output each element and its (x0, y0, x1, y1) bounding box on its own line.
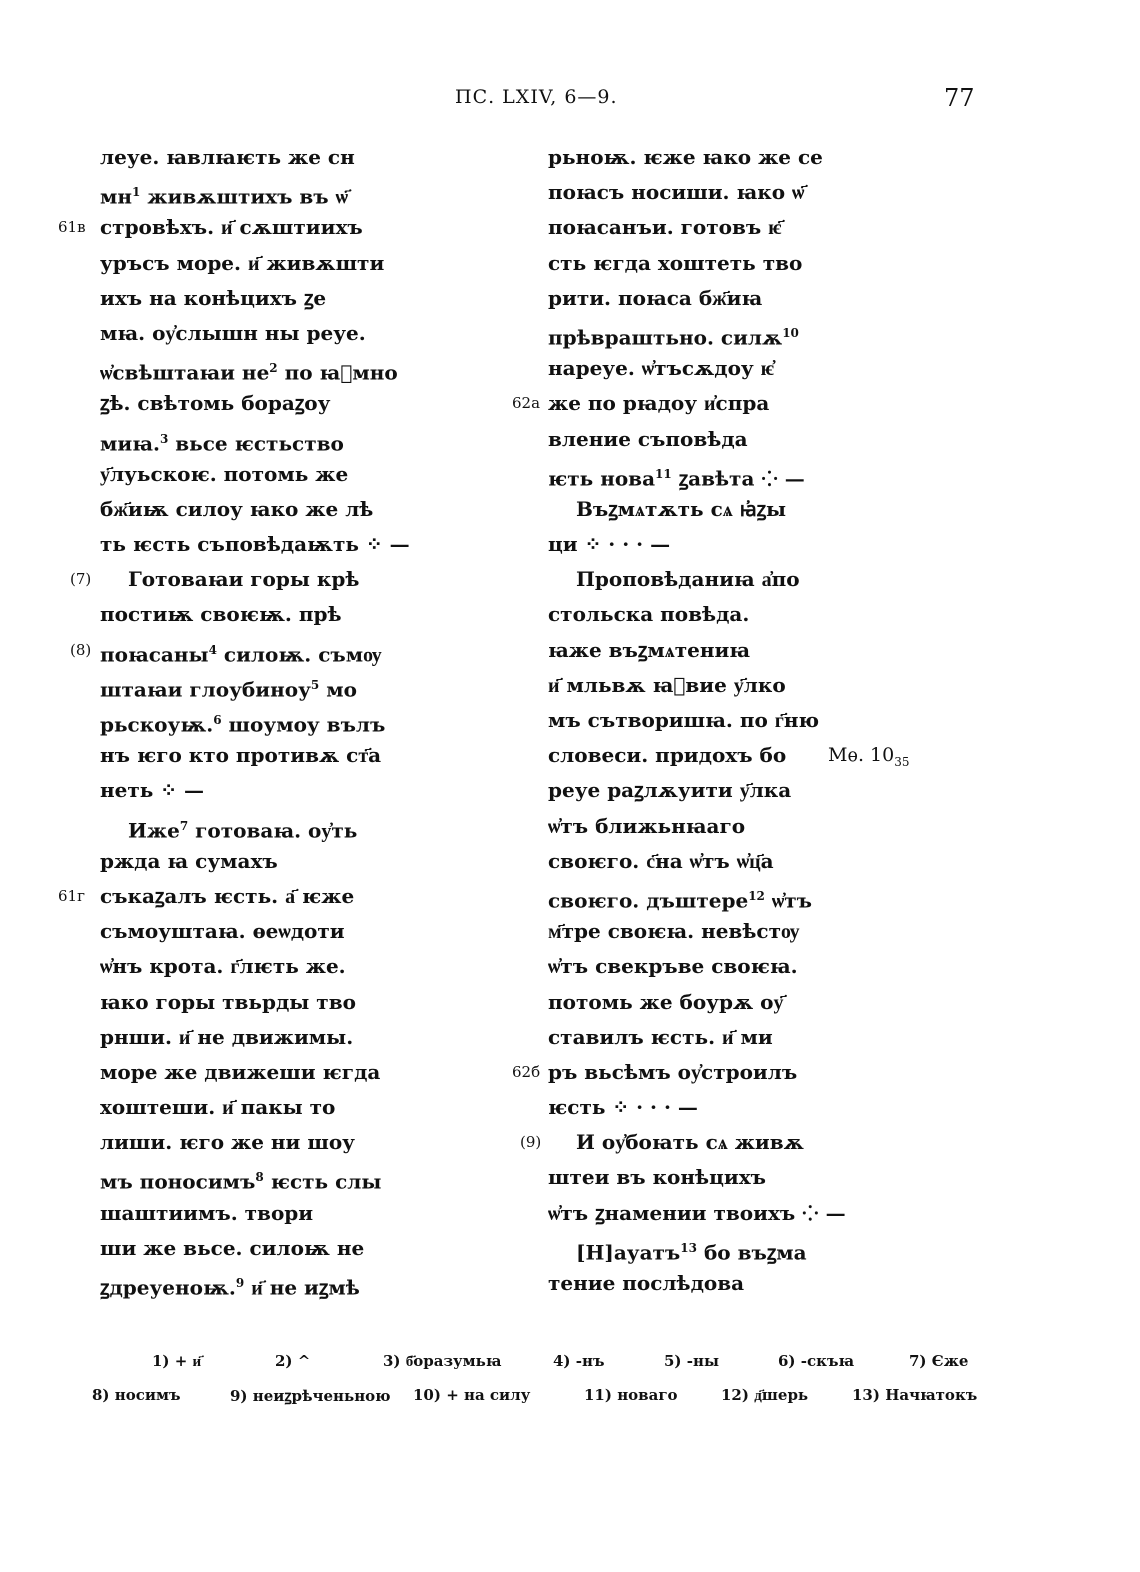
footnote: 3) б҃оразумьꙗ (383, 1352, 502, 1370)
line-text: ши же вьсе. силоѭ не (100, 1235, 365, 1260)
text-line (100, 140, 430, 175)
footnote-row-2 (0, 1386, 1140, 1420)
text-line (100, 457, 430, 492)
line-text: готоваꙗ. оу҆ть (188, 818, 358, 843)
text-line (548, 844, 878, 879)
line-text: мъ сътворишꙗ. по г҃ню (548, 708, 820, 732)
text-line (100, 422, 430, 457)
line-text: м҃тре своѥꙗ. невѣстѹ (548, 919, 800, 944)
line-text: лиши. ѥго же ни шоу (100, 1130, 355, 1155)
line-text: по ꙗ҆мно (277, 360, 398, 385)
text-line (548, 1231, 878, 1266)
text-line (548, 633, 878, 668)
footnote: 2) ^ (275, 1352, 311, 1370)
page-number: 77 (944, 84, 975, 112)
text-line (100, 351, 430, 386)
right-text-column (512, 140, 878, 1301)
cross-reference: Мѳ. $10_{35}$ (828, 744, 910, 769)
line-text: съкаꙁалъ ѥсть. а҃ ѥже (100, 883, 355, 908)
text-line (100, 1020, 430, 1055)
line-text: реуе раꙁлѫуити у҃лка (548, 778, 792, 803)
line-text: бж҃иѭ силоу ꙗко же лѣ (100, 496, 374, 521)
line-text: поꙗсъ носиши. ꙗко ѡ҃ (548, 180, 805, 205)
folio-marker: 62б (512, 1062, 541, 1081)
text-line (548, 1160, 878, 1195)
footnote-ref: 13 (680, 1240, 697, 1255)
text-line (100, 175, 430, 210)
line-text: ѥсть ⁘ · · · — (548, 1095, 698, 1120)
text-line (548, 668, 878, 703)
text-line (70, 562, 430, 597)
text-line (100, 1266, 430, 1301)
text-line (100, 492, 430, 527)
text-line (100, 386, 430, 421)
text-line (58, 879, 430, 914)
footnote-ref: 11 (655, 466, 672, 481)
line-text: ставилъ ѥсть. и҃ ми (548, 1024, 773, 1049)
line-text: ржда ꙗ сумахъ (100, 848, 278, 873)
line-text: ѡ҆свѣштаꙗи не (100, 360, 270, 385)
running-head: ПС. LXIV, 6—9. (455, 86, 618, 108)
text-line (100, 914, 430, 949)
cross-reference-verse: 35 (894, 754, 910, 769)
footnote-ref: 4 (208, 642, 217, 657)
line-text: словеси. придохъ бо (548, 743, 787, 768)
line-text: ѡ҆нъ крота. г҃лѥть же. (100, 954, 346, 979)
text-line (100, 527, 430, 562)
footnote-ref: 5 (310, 677, 320, 692)
line-text: Проповѣданиꙗ а҆по (576, 567, 800, 592)
text-line (548, 1020, 878, 1055)
verse-number: (9) (520, 1133, 542, 1152)
text-line (548, 140, 878, 175)
line-text: ци ⁘ · · · — (548, 532, 671, 557)
footnote: 6) -скъꙗ (778, 1352, 855, 1370)
footnote-ref: 7 (179, 818, 189, 833)
line-text: прѣвраштьно. силѫ (548, 325, 783, 350)
line-text: Готоваꙗи горы крѣ (128, 567, 360, 592)
folio-marker: 61в (58, 218, 86, 237)
line-text: ѡ҆тъ свекръве своѥꙗ. (548, 954, 798, 979)
line-text: мо (319, 677, 357, 702)
footnote-row-1 (0, 1352, 1140, 1386)
line-text: море же движеши ѥгда (100, 1059, 381, 1084)
footnote: 10) + на силу (413, 1386, 531, 1404)
text-line (100, 246, 430, 281)
line-text: своѥго. дъштере (548, 888, 749, 913)
text-line (70, 633, 430, 668)
text-line (548, 422, 878, 457)
line-text: ѥсть слы (263, 1170, 382, 1195)
footnote-ref: 1 (132, 185, 141, 200)
text-line (100, 703, 430, 738)
page-header (0, 84, 1140, 114)
text-line (512, 386, 878, 421)
line-text: съмоуштаꙗ. ѳеѡдоти (100, 919, 345, 944)
line-text: ѡ҆тъ ꙁнамении твоихъ ⁘ — (548, 1200, 846, 1225)
line-text: вьсе ѥстьство (168, 431, 344, 456)
line-text: ꙗже въꙁмѧтениꙗ (548, 637, 751, 662)
text-line (58, 210, 430, 245)
text-line (512, 1055, 878, 1090)
line-text: рьноѭ. ѥже ꙗко же се (548, 145, 823, 169)
line-text: рити. поꙗса бж҃иꙗ (548, 285, 763, 310)
line-text: постиѭ своѥѭ. прѣ (100, 602, 342, 627)
line-text: хоштеши. и҃ пакы то (100, 1095, 336, 1120)
footnote-ref: 9 (235, 1276, 245, 1290)
text-line (548, 527, 878, 562)
line-text: ꙁдреуеноѭ. (100, 1275, 236, 1300)
text-line (100, 1055, 430, 1090)
text-line (548, 809, 878, 844)
text-line (100, 1231, 430, 1266)
text-line (548, 281, 878, 316)
line-text: сть ѥгда хоштеть тво (548, 250, 803, 275)
text-line (100, 949, 430, 984)
text-line (548, 985, 878, 1020)
text-line (520, 1125, 878, 1160)
line-text: ꙁѣ. свѣтомь бораꙁоу (100, 391, 331, 416)
line-text: мꙗ. оу҆слышн ны реуе. (100, 320, 366, 345)
line-text: ꙗко горы твьрды тво (100, 989, 356, 1014)
line-text: ѡ҆тъ ближьнꙗаго (548, 813, 746, 838)
footnote-ref: 3 (159, 431, 169, 446)
line-text: стровѣхъ. и҃ сѫштиихъ (100, 215, 363, 240)
footnote: 5) -ны (664, 1352, 719, 1370)
line-text: ѡ҆тъ (764, 888, 812, 913)
footnote: 4) -нъ (553, 1352, 605, 1370)
text-line (100, 316, 430, 351)
line-text: бо въꙁма (696, 1240, 807, 1265)
line-text: шаштиимъ. твори (100, 1200, 314, 1225)
text-line (100, 597, 430, 632)
text-line (100, 668, 430, 703)
folio-marker: 62а (512, 394, 541, 413)
text-line (100, 1125, 430, 1160)
text-line (100, 809, 430, 844)
line-text: шоумоу вълъ (221, 712, 386, 737)
line-text: поꙗсанъи. готовъ ѥ҃ (548, 215, 782, 240)
line-text: уръсъ море. и҃ живѫшти (100, 250, 385, 275)
line-text: мъ поносимъ (100, 1170, 256, 1195)
line-text: вление съповѣда (548, 426, 748, 451)
text-line (100, 738, 430, 773)
text-line (548, 879, 878, 914)
text-line (100, 985, 430, 1020)
footnote-ref: 12 (748, 888, 765, 903)
footnote: 13) Начꙗтокъ (852, 1386, 978, 1404)
text-line (548, 949, 878, 984)
footnote-ref: 10 (782, 325, 799, 340)
line-text: штеи въ конѣцихъ (548, 1165, 766, 1190)
footnote-ref: 8 (255, 1170, 264, 1185)
text-line (548, 175, 878, 210)
text-line (100, 281, 430, 316)
footnote: 12) д҃шерь (721, 1386, 809, 1404)
line-text: Въꙁмѧтѫть сѧ ꙗ҆ꙁы (576, 496, 787, 521)
line-text: силоѭ. съмѹ (216, 642, 382, 667)
text-line (548, 210, 878, 245)
line-text: ихъ на конѣцихъ ꙁе (100, 285, 327, 310)
text-line (548, 316, 878, 351)
line-text: поꙗсаны (100, 642, 209, 667)
line-text: у҃луьскоѥ. потомь же (100, 461, 349, 486)
text-line (548, 1266, 878, 1301)
footnote: 11) новаго (584, 1386, 678, 1404)
folio-marker: 61г (58, 886, 85, 905)
text-line (548, 492, 878, 527)
line-text: своѥго. с҃на ѡ҆тъ ѡ҆ц҃а (548, 848, 774, 873)
line-text: [Н]ауатъ (576, 1240, 681, 1265)
line-text: же по рꙗдоу и҆спра (548, 391, 770, 416)
line-text: нареуе. ѡ҆тъсѫдоу ѥ҆ (548, 356, 774, 381)
line-text: ѥть нова (548, 466, 656, 491)
verse-number: (8) (70, 640, 92, 659)
line-text: рьскоуѭ. (100, 712, 214, 737)
verse-number: (7) (70, 570, 92, 589)
text-line (548, 914, 878, 949)
footnotes (0, 1352, 1140, 1420)
line-text: штаꙗи глоубиноу (100, 677, 311, 702)
footnote: 8) носимъ (92, 1386, 181, 1404)
line-text: ꙁавѣта ⁘ — (671, 466, 805, 491)
line-text: И оу҆боꙗть сѧ живѫ (576, 1130, 804, 1155)
line-text: тение послѣдова (548, 1271, 745, 1295)
left-text-column (58, 140, 430, 1301)
text-line (100, 1090, 430, 1125)
text-line (100, 1196, 430, 1231)
line-text: ть ѥсть съповѣдаѭть ⁘ — (100, 532, 410, 557)
text-line (100, 844, 430, 879)
text-line (548, 351, 878, 386)
line-text: и҃ мльвѫ ꙗ҆вие у҃лко (548, 672, 786, 697)
line-text: миꙗ. (100, 431, 160, 456)
line-text: Иже (128, 818, 180, 843)
line-text: рнши. и҃ не движимы. (100, 1024, 354, 1049)
line-text: стольска повѣда. (548, 602, 750, 627)
text-line (548, 457, 878, 492)
text-line (548, 1196, 878, 1231)
text-line (548, 1090, 878, 1125)
line-text: мн (100, 184, 133, 209)
line-text: ръ вьсѣмъ оу҆строилъ (548, 1059, 798, 1084)
text-line (100, 1160, 430, 1195)
footnote: 1) + и҃ (152, 1352, 202, 1370)
line-text: живѫштихъ въ ѡ҃ (140, 184, 348, 209)
text-line (548, 246, 878, 281)
line-text: потомь же боурѫ оу҃ (548, 989, 784, 1014)
line-text: и҃ не иꙁмѣ (244, 1275, 360, 1300)
line-text: нъ ѥго кто противѫ ст҃а (100, 743, 382, 768)
line-text: леуе. ꙗвлꙗѥть же сн (100, 145, 355, 169)
text-line (548, 703, 878, 738)
footnote: 9) неиꙁрѣченьною (230, 1387, 391, 1405)
line-text: неть ⁘ — (100, 778, 205, 803)
footnote-ref: 6 (213, 713, 222, 727)
text-line (100, 773, 430, 808)
text-line (548, 597, 878, 632)
text-line (548, 562, 878, 597)
footnote: 7) Єже (909, 1352, 969, 1370)
footnote-ref: 2 (269, 361, 278, 376)
